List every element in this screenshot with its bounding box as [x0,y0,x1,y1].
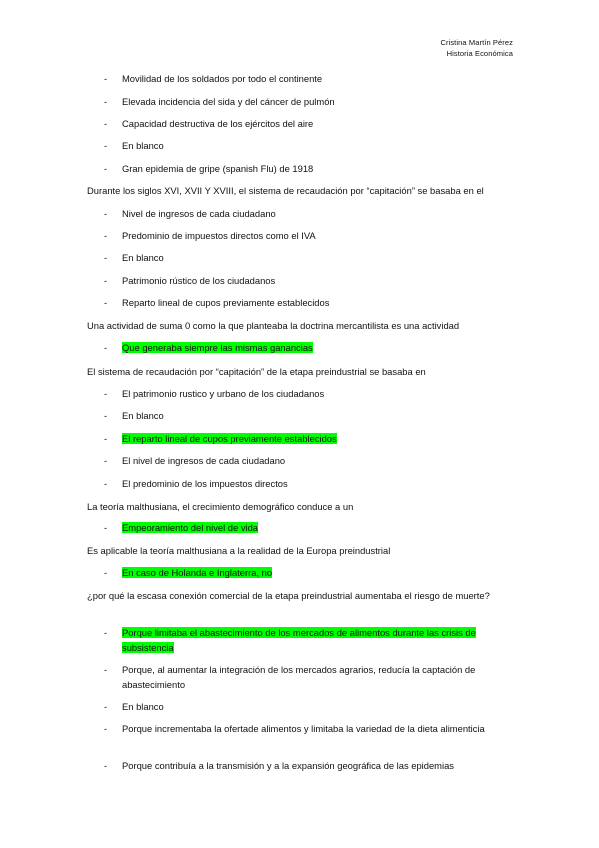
bullet-dash: - [104,433,108,444]
question-text: ¿por qué la escasa conexión comercial de la etapa preindustrial aumentaba el riesgo de muerte? [87,590,490,601]
header-course: Historia Económica [446,49,513,58]
option-text: Elevada incidencia del sida y del cáncer de pulmón [122,96,335,107]
answer-highlight: Porque limitaba el abastecimiento de los mercados de alimentos durante las crisis de subsistencia [122,627,476,653]
bullet-dash: - [104,118,108,129]
header-author: Cristina Martín Pérez [440,38,513,47]
question-text: Durante los siglos XVI, XVII Y XVIII, el sistema de recaudación por “capitación” se basaba en el [87,185,484,196]
option-text: En blanco [122,701,164,712]
option-text: El predominio de los impuestos directos [122,478,288,489]
option-text [122,520,517,535]
page-header [440,37,513,59]
question-text: La teoría malthusiana, el crecimiento demográfico conduce a un [87,501,354,512]
question-text: Es aplicable la teoría malthusiana a la realidad de la Europa preindustrial [87,545,391,556]
option-text: Nivel de ingresos de cada ciudadano [122,208,276,219]
bullet-dash: - [104,723,108,734]
bullet-dash: - [104,478,108,489]
option-text: Patrimonio rústico de los ciudadanos [122,275,276,286]
bullet-dash: - [104,760,108,771]
option-text: El patrimonio rustico y urbano de los ciudadanos [122,388,325,399]
option-text: Porque incrementaba la ofertade alimentos y limitaba la variedad de la dieta alimenticia [122,723,485,734]
bullet-dash: - [104,297,108,308]
bullet-dash: - [104,410,108,421]
question-text: Una actividad de suma 0 como la que planteaba la doctrina mercantilista es una actividad [87,320,460,331]
option-text: Movilidad de los soldados por todo el continente [122,73,323,84]
bullet-dash: - [104,567,108,578]
bullet-dash: - [104,388,108,399]
option-text: Reparto lineal de cupos previamente establecidos [122,297,330,308]
option-text: Gran epidemia de gripe (spanish Flu) de 1918 [122,163,314,174]
option-text: El nivel de ingresos de cada ciudadano [122,455,286,466]
question-text: El sistema de recaudación por “capitación” de la etapa preindustrial se basaba en [87,366,426,377]
bullet-dash: - [104,140,108,151]
option-text: Capacidad destructiva de los ejércitos del aire [122,118,314,129]
bullet-dash: - [104,522,108,533]
option-text: En blanco [122,410,164,421]
answer-highlight: Que generaba siempre las mismas ganancias [122,342,313,353]
bullet-dash: - [104,208,108,219]
bullet-dash: - [104,230,108,241]
bullet-dash: - [104,455,108,466]
bullet-dash: - [104,275,108,286]
answer-highlight: En caso de Holanda e Inglaterra, no [122,567,273,578]
option-text [122,565,517,580]
option-text: Predominio de impuestos directos como el IVA [122,230,316,241]
bullet-dash: - [104,252,108,263]
option-text [122,431,517,446]
option-text [122,625,517,655]
option-text: Porque, al aumentar la integración de los mercados agrarios, reducía la captación de abastecimiento [122,664,476,690]
bullet-dash: - [104,701,108,712]
bullet-dash: - [104,664,108,675]
bullet-dash: - [104,627,108,638]
bullet-dash: - [104,73,108,84]
option-text: Porque contribuía a la transmisión y a la expansión geográfica de las epidemias [122,760,454,771]
option-text: En blanco [122,252,164,263]
bullet-dash: - [104,163,108,174]
bullet-dash: - [104,96,108,107]
option-text [122,340,517,355]
bullet-dash: - [104,342,108,353]
answer-highlight: El reparto lineal de cupos previamente establecidos [122,433,337,444]
answer-highlight: Empeoramiento del nivel de vida [122,522,259,533]
option-text: En blanco [122,140,164,151]
